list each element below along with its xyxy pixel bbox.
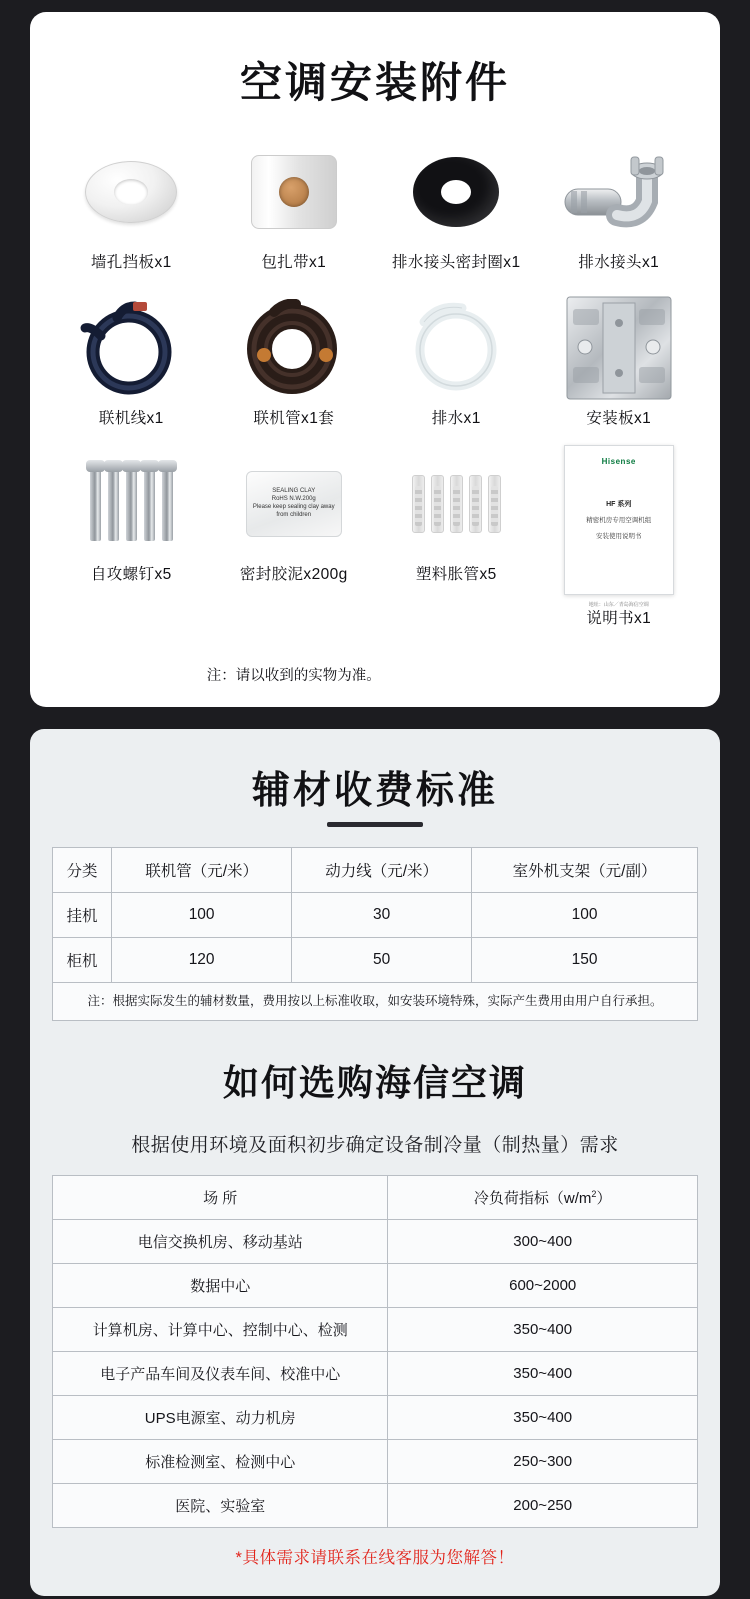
charges-cell: 柜机 (53, 938, 112, 983)
selection-value-cell: 350~400 (388, 1307, 698, 1351)
table-row (53, 893, 698, 938)
self-tapping-screw-icon (52, 452, 211, 556)
accessory-label: 说明书x1 (586, 610, 652, 627)
wrapping-tape-icon (215, 140, 374, 244)
drain-hose-coil-icon (377, 296, 536, 400)
table-header-row (53, 848, 698, 893)
charges-header-cell: 动力线（元/米） (292, 848, 472, 893)
accessory-item (375, 448, 538, 630)
charges-header-cell: 分类 (53, 848, 112, 893)
accessories-note: 注：请以收到的实物为准。 (206, 668, 381, 684)
accessory-label: 塑料胀管x5 (415, 566, 497, 583)
accessories-title: 空调安装附件 (239, 59, 510, 106)
accessory-label: 自攻螺钉x5 (90, 566, 172, 583)
charges-cell: 150 (472, 938, 698, 983)
accessory-item (50, 292, 213, 440)
table-row (53, 1395, 698, 1439)
accessory-item (213, 448, 376, 630)
accessory-label: 联机线x1 (98, 410, 164, 427)
charges-cell: 100 (112, 893, 292, 938)
charges-cell: 120 (112, 938, 292, 983)
mounting-plate-icon (540, 296, 699, 400)
accessory-item (50, 136, 213, 284)
table-row (53, 1439, 698, 1483)
accessory-label: 包扎带x1 (261, 254, 327, 271)
selection-value-cell: 600~2000 (388, 1263, 698, 1307)
accessory-label: 联机管x1套 (253, 410, 335, 427)
charges-cell: 挂机 (53, 893, 112, 938)
selection-title: 如何选购海信空调 (222, 1061, 527, 1103)
table-row (53, 1351, 698, 1395)
charges-header-cell: 室外机支架（元/副） (472, 848, 698, 893)
selection-header-place: 场 所 (53, 1175, 388, 1219)
accessory-item (375, 292, 538, 440)
table-row (53, 938, 698, 983)
accessory-item (375, 136, 538, 284)
connection-wire-icon (52, 296, 211, 400)
accessory-label: 排水接头x1 (578, 254, 660, 271)
selection-value-cell: 300~400 (388, 1219, 698, 1263)
selection-value-cell: 350~400 (388, 1395, 698, 1439)
drain-seal-ring-icon (377, 140, 536, 244)
accessories-panel (30, 12, 720, 707)
selection-place-cell: 电信交换机房、移动基站 (53, 1219, 388, 1263)
accessory-item (538, 436, 701, 630)
table-row (53, 1263, 698, 1307)
table-row (53, 1307, 698, 1351)
manual-series: HF 系列 (606, 500, 632, 508)
selection-value-cell: 200~250 (388, 1483, 698, 1527)
connection-pipe-icon (215, 296, 374, 400)
selection-place-cell: 医院、实验室 (53, 1483, 388, 1527)
charges-note: 注：根据实际发生的辅材数量，费用按以上标准收取，如安装环境特殊，实际产生费用由用户自行承担。 (53, 983, 698, 1021)
accessory-item (538, 292, 701, 440)
selection-value-cell: 350~400 (388, 1351, 698, 1395)
accessory-label: 墙孔挡板x1 (90, 254, 172, 271)
accessories-grid (50, 136, 700, 685)
manual-footer: 地址：山东／青岛海信空调 (588, 601, 649, 608)
accessory-label: 排水x1 (431, 410, 481, 427)
selection-table (52, 1175, 698, 1528)
charges-cell: 50 (292, 938, 472, 983)
charges-table (52, 847, 698, 1021)
selection-value-cell: 250~300 (388, 1439, 698, 1483)
wall-hole-cover-icon (52, 140, 211, 244)
charges-header-cell: 联机管（元/米） (112, 848, 292, 893)
table-row (53, 1219, 698, 1263)
selection-place-cell: 电子产品车间及仪表车间、校准中心 (53, 1351, 388, 1395)
accessory-item (213, 136, 376, 284)
title-divider (327, 822, 423, 827)
charges-title: 辅材收费标准 (251, 770, 498, 812)
accessory-label: 密封胶泥x200g (239, 566, 348, 583)
drain-joint-icon (540, 140, 699, 244)
selection-red-note: *具体需求请联系在线客服为您解答！ (235, 1548, 515, 1567)
clay-line-1: SEALING CLAY (272, 488, 316, 495)
accessory-item (213, 292, 376, 440)
selection-place-cell: 计算机房、计算中心、控制中心、检测 (53, 1307, 388, 1351)
manual-brand: Hisense (601, 457, 636, 466)
table-note-row (53, 983, 698, 1021)
selection-place-cell: 标准检测室、检测中心 (53, 1439, 388, 1483)
accessory-item (50, 448, 213, 630)
manual-booklet-icon (540, 440, 699, 608)
table-row (53, 1483, 698, 1527)
charges-cell: 100 (472, 893, 698, 938)
selection-header-load: 冷负荷指标$(w/m^2)$ (388, 1175, 698, 1219)
table-header-row (53, 1175, 698, 1219)
selection-place-cell: 数据中心 (53, 1263, 388, 1307)
plastic-anchor-icon (377, 452, 536, 556)
accessory-label: 安装板x1 (586, 410, 652, 427)
manual-line-3: 安装使用说明书 (596, 533, 642, 541)
accessory-label: 排水接头密封圈x1 (392, 254, 521, 271)
accessory-item (538, 136, 701, 284)
selection-place-cell: UPS电源室、动力机房 (53, 1395, 388, 1439)
manual-line-2: 精密机房专用空调机组 (586, 516, 652, 524)
sealing-clay-icon (215, 452, 374, 556)
clay-line-3: Please keep sealing clay away from children (252, 504, 335, 518)
charges-panel (30, 729, 720, 1596)
charges-cell: 30 (292, 893, 472, 938)
clay-line-2: RoHS N.W.200g (271, 496, 316, 503)
selection-subtitle: 根据使用环境及面积初步确定设备制冷量（制热量）需求 (131, 1134, 619, 1156)
